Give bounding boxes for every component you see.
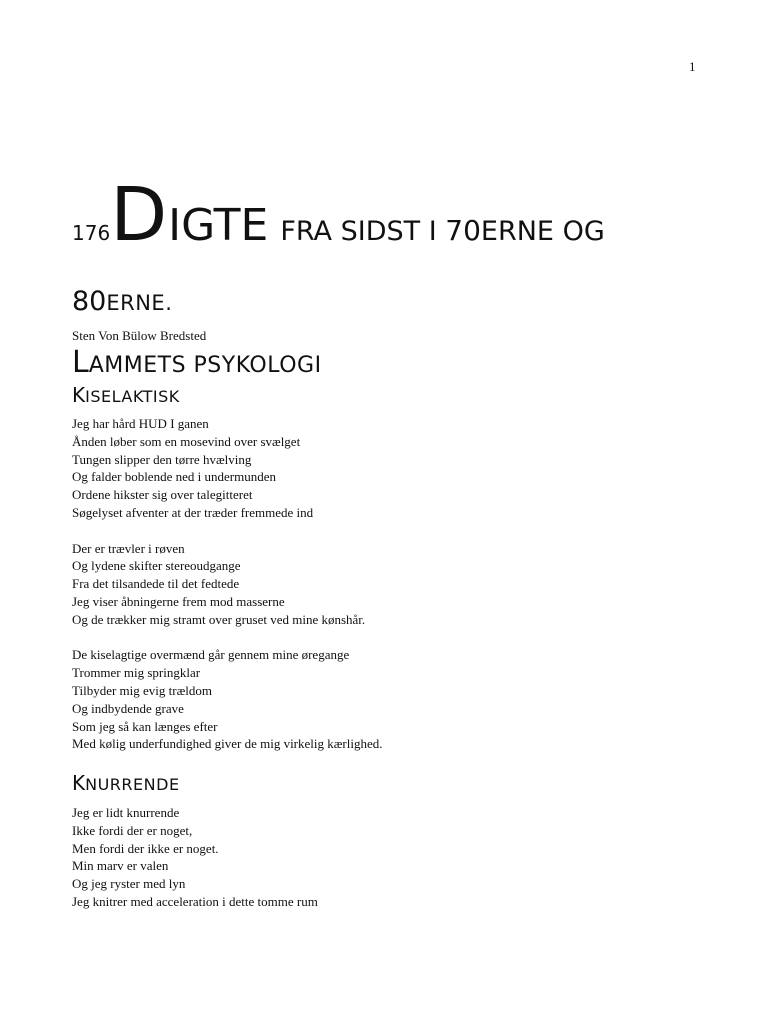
poem-knurrende [72,804,692,911]
document-title [72,172,605,258]
verse-line: Og indbydende grave [72,700,184,716]
stanza [72,540,692,629]
title-count: 176 [72,221,111,245]
section-heading [72,345,322,380]
verse-line: Ånden løber som en mosevind over svælget [72,433,301,449]
verse-line: Søgelyset afventer at der træder fremmede ind [72,504,314,520]
poem-heading-kiselaktisk [72,385,180,405]
verse-line: Jeg knitrer med acceleration i dette tomme rum [72,893,318,909]
section-heading-cap: L [72,345,89,380]
title-line2-text: ERNE. [106,291,173,315]
verse-line: Ikke fordi der er noget, [72,822,193,838]
verse-line: Min marv er valen [72,858,169,874]
section-heading-rest: AMMETS PSYKOLOGI [88,353,322,378]
verse-line: Med kølig underfundighed giver de mig virkelig kærlighed. [72,736,383,752]
author-name: Sten Von Bülow Bredsted [72,328,207,343]
verse-line: Tilbyder mig evig trældom [72,682,212,698]
title-main-cap: D [110,172,169,258]
document-title-line2 [72,288,172,315]
title-main-rest: IGTE [168,200,269,251]
verse-line: De kiselagtige overmænd går gennem mine øregange [72,647,350,663]
verse-line: Der er trævler i røven [72,540,185,556]
poem-heading-rest: ISELAKTISK [85,387,180,406]
verse-line: Fra det tilsandede til det fedtede [72,576,240,592]
verse-line: Jeg viser åbningerne frem mod masserne [72,593,285,609]
title-tail-1: FRA SIDST I [280,216,446,247]
poem-heading-cap: K [72,771,86,795]
verse-line: Tungen slipper den tørre hvælving [72,451,252,467]
verse-line: Og de trækker mig stramt over gruset ved mine kønshår. [72,611,366,627]
poem-heading-knurrende [72,773,180,793]
verse-line: Og falder boblende ned i undermunden [72,469,276,485]
verse-line: Trommer mig springklar [72,665,201,681]
verse-line: Og lydene skifter stereoudgange [72,558,241,574]
title-tail-2: 70 [445,214,481,247]
stanza [72,646,692,753]
poem-heading-cap: K [72,383,86,407]
verse-line: Men fordi der ikke er noget. [72,840,219,856]
stanza [72,804,692,911]
stanza [72,415,692,522]
verse-line: Ordene hikster sig over talegitteret [72,487,253,503]
verse-line: Som jeg så kan længes efter [72,718,218,734]
page-number: 1 [689,59,696,74]
verse-line: Jeg har hård HUD I ganen [72,416,209,431]
poem-heading-rest: NURRENDE [85,775,180,794]
title-line2-number: 80 [72,286,107,317]
title-tail-3: ERNE OG [480,216,605,247]
verse-line: Jeg er lidt knurrende [72,805,180,820]
verse-line: Og jeg ryster med lyn [72,876,186,892]
poem-kiselaktisk [72,415,692,753]
